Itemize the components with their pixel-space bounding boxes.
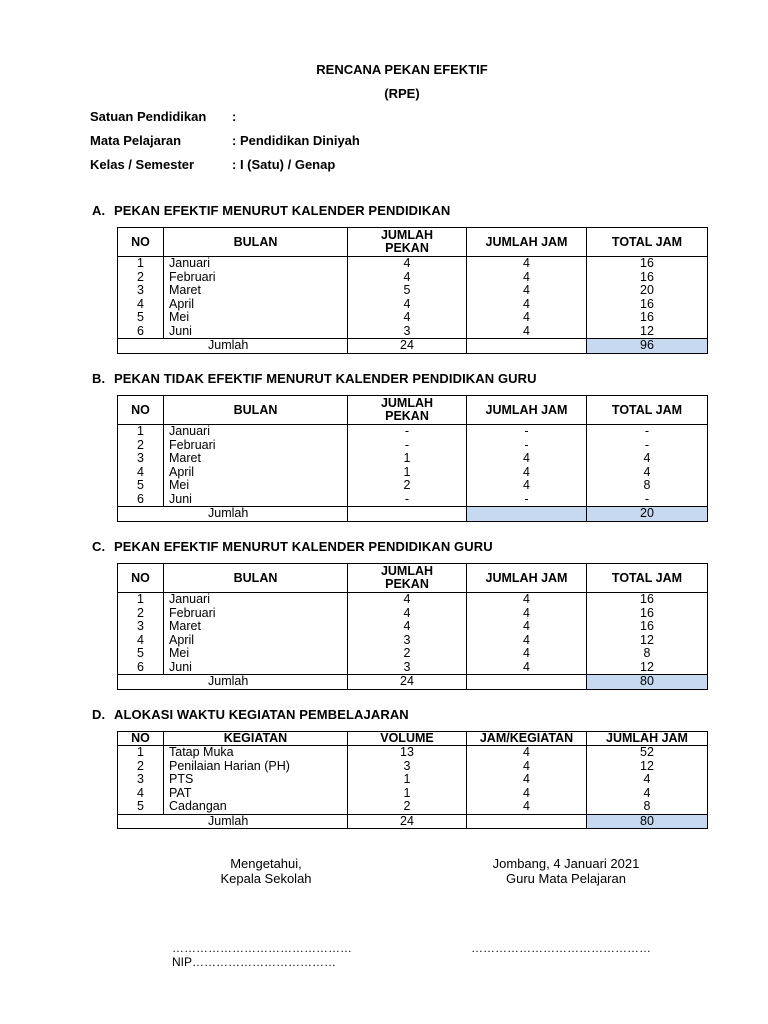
total-label: Jumlah [118, 339, 348, 354]
table-cell: 2 [118, 439, 164, 453]
table-cell: 4 [467, 773, 587, 787]
table-cell: 20 [587, 284, 708, 298]
table-cell: 52 [587, 746, 708, 760]
table-row [118, 773, 708, 787]
table-cell: 4 [467, 311, 587, 325]
table-cell: Juni [164, 325, 348, 339]
table-cell: Februari [164, 439, 348, 453]
table-cell: 16 [587, 593, 708, 607]
meta-row-kelas [90, 157, 335, 172]
column-header: TOTAL JAM [587, 228, 708, 257]
table-cell: 12 [587, 661, 708, 675]
table-row [118, 746, 708, 760]
column-header: NO [118, 732, 164, 746]
signature-right [476, 856, 656, 886]
table-cell: 2 [118, 760, 164, 774]
column-header: NO [118, 564, 164, 593]
section-letter: D. [92, 707, 106, 722]
table-cell: 4 [348, 620, 467, 634]
table-cell: 8 [587, 479, 708, 493]
section-heading [92, 371, 537, 386]
table-row [118, 787, 708, 801]
table-cell: 4 [118, 634, 164, 648]
table-cell: 4 [348, 271, 467, 285]
document-subtitle: (RPE) [384, 86, 420, 101]
total-cell: 24 [348, 339, 467, 354]
signature-right-line1: Jombang, 4 Januari 2021 [492, 856, 640, 871]
column-header: JUMLAH PEKAN [348, 396, 467, 425]
table-cell: Januari [164, 593, 348, 607]
table-cell: 16 [587, 311, 708, 325]
table-row [118, 298, 708, 312]
column-header: JUMLAH PEKAN [348, 564, 467, 593]
section-heading [92, 203, 450, 218]
table-cell: 8 [587, 800, 708, 814]
table-cell: - [467, 439, 587, 453]
table-cell: 2 [348, 479, 467, 493]
column-header: NO [118, 228, 164, 257]
table-cell: 4 [467, 271, 587, 285]
table-cell: 2 [348, 647, 467, 661]
table-cell: 4 [467, 284, 587, 298]
table-cell: 4 [467, 325, 587, 339]
table-cell: 4 [587, 787, 708, 801]
signature-right-dots: ……………………………………… [471, 941, 651, 955]
data-table [117, 227, 708, 354]
data-table [117, 731, 708, 829]
total-cell: 80 [587, 675, 708, 690]
table-cell: 4 [467, 298, 587, 312]
table-cell: 5 [118, 647, 164, 661]
table-cell: 4 [467, 647, 587, 661]
column-header: JUMLAH JAM [587, 732, 708, 746]
table-header-row [118, 396, 708, 425]
signature-right-line2: Guru Mata Pelajaran [506, 871, 626, 886]
table-cell: 4 [587, 466, 708, 480]
table-cell: 1 [348, 452, 467, 466]
table-cell: 16 [587, 271, 708, 285]
table-cell: Maret [164, 452, 348, 466]
table-cell: Januari [164, 425, 348, 439]
table-row [118, 425, 708, 439]
total-label: Jumlah [118, 814, 348, 829]
section-title: ALOKASI WAKTU KEGIATAN PEMBELAJARAN [114, 707, 409, 722]
meta-value: : [232, 109, 237, 124]
table-cell: 1 [118, 593, 164, 607]
table-row [118, 452, 708, 466]
table-cell: 3 [118, 452, 164, 466]
table-row [118, 593, 708, 607]
table-total-row [118, 339, 708, 354]
table-cell: Mei [164, 311, 348, 325]
section-title: PEKAN TIDAK EFEKTIF MENURUT KALENDER PENDIDIKAN GURU [114, 371, 537, 386]
column-header: TOTAL JAM [587, 396, 708, 425]
table-cell: - [587, 493, 708, 507]
column-header: JUMLAH PEKAN [348, 228, 467, 257]
table-cell: 5 [118, 311, 164, 325]
table-cell: 4 [348, 607, 467, 621]
table-cell: 5 [348, 284, 467, 298]
column-header: JAM/KEGIATAN [467, 732, 587, 746]
table-cell: 3 [348, 760, 467, 774]
table-cell: 4 [467, 479, 587, 493]
table-cell: Juni [164, 661, 348, 675]
table-cell: 1 [348, 787, 467, 801]
table-cell: Maret [164, 620, 348, 634]
table-cell: PTS [164, 773, 348, 787]
table-row [118, 325, 708, 339]
table-row [118, 284, 708, 298]
table-row [118, 647, 708, 661]
table-cell: 2 [348, 800, 467, 814]
table-cell: Penilaian Harian (PH) [164, 760, 348, 774]
table-cell: 3 [348, 325, 467, 339]
table-total-row [118, 814, 708, 829]
meta-label: Kelas / Semester [90, 157, 195, 172]
total-cell: 80 [587, 814, 708, 829]
table-cell: Juni [164, 493, 348, 507]
table-cell: 3 [348, 634, 467, 648]
meta-label: Satuan Pendidikan [90, 109, 207, 124]
total-cell: 24 [348, 814, 467, 829]
table-cell: 16 [587, 257, 708, 271]
table-cell: 12 [587, 760, 708, 774]
table-cell: 16 [587, 298, 708, 312]
signature-nip: NIP……………………………… [172, 955, 337, 969]
table-cell: Mei [164, 479, 348, 493]
table-cell: - [467, 493, 587, 507]
column-header: NO [118, 396, 164, 425]
table-row [118, 800, 708, 814]
signature-left-line1: Mengetahui, [230, 856, 302, 871]
table-cell: 5 [118, 479, 164, 493]
table-cell: 4 [348, 593, 467, 607]
table-cell: 6 [118, 325, 164, 339]
column-header: TOTAL JAM [587, 564, 708, 593]
meta-value: : I (Satu) / Genap [232, 157, 336, 172]
table-row [118, 479, 708, 493]
section-title: PEKAN EFEKTIF MENURUT KALENDER PENDIDIKAN [114, 203, 451, 218]
table-row [118, 493, 708, 507]
table-cell: 6 [118, 493, 164, 507]
table-cell: 4 [467, 760, 587, 774]
table-cell: Mei [164, 647, 348, 661]
table-cell: 16 [587, 620, 708, 634]
meta-row-satuan [90, 109, 236, 124]
table-cell: Februari [164, 607, 348, 621]
total-cell [467, 339, 587, 354]
column-header: BULAN [164, 396, 348, 425]
section-letter: A. [92, 203, 106, 218]
table-cell: Februari [164, 271, 348, 285]
total-cell: 96 [587, 339, 708, 354]
table-header-row [118, 732, 708, 746]
table-cell: Januari [164, 257, 348, 271]
table-cell: 8 [587, 647, 708, 661]
total-cell [467, 814, 587, 829]
table-cell: 4 [467, 746, 587, 760]
table-row [118, 439, 708, 453]
table-cell: - [348, 493, 467, 507]
table-cell: - [348, 425, 467, 439]
table-cell: 4 [467, 634, 587, 648]
table-cell: 4 [118, 787, 164, 801]
table-cell: 2 [118, 271, 164, 285]
table-row [118, 634, 708, 648]
table-row [118, 466, 708, 480]
total-cell: 24 [348, 675, 467, 690]
section-letter: C. [92, 539, 106, 554]
table-cell: - [348, 439, 467, 453]
section-heading [92, 707, 409, 722]
total-label: Jumlah [118, 507, 348, 522]
table-cell: April [164, 634, 348, 648]
meta-label: Mata Pelajaran [90, 133, 182, 148]
table-cell: 4 [348, 311, 467, 325]
table-cell: 3 [348, 661, 467, 675]
table-cell: 13 [348, 746, 467, 760]
table-cell: 4 [467, 661, 587, 675]
table-cell: 12 [587, 634, 708, 648]
table-cell: 4 [467, 607, 587, 621]
signature-left-line2: Kepala Sekolah [220, 871, 312, 886]
document-title: RENCANA PEKAN EFEKTIF [316, 62, 488, 77]
table-cell: 2 [118, 607, 164, 621]
column-header: JUMLAH JAM [467, 228, 587, 257]
table-cell: - [587, 425, 708, 439]
column-header: VOLUME [348, 732, 467, 746]
column-header: BULAN [164, 228, 348, 257]
table-cell: 4 [467, 787, 587, 801]
table-row [118, 607, 708, 621]
signature-left [196, 856, 336, 886]
table-cell: 4 [587, 773, 708, 787]
total-cell: 20 [587, 507, 708, 522]
total-cell [467, 675, 587, 690]
section-heading [92, 539, 493, 554]
column-header: JUMLAH JAM [467, 396, 587, 425]
table-cell: - [587, 439, 708, 453]
table-row [118, 271, 708, 285]
table-cell: - [467, 425, 587, 439]
table-total-row [118, 675, 708, 690]
column-header: JUMLAH JAM [467, 564, 587, 593]
table-cell: 4 [348, 298, 467, 312]
table-row [118, 311, 708, 325]
column-header: BULAN [164, 564, 348, 593]
table-cell: Tatap Muka [164, 746, 348, 760]
total-cell [467, 507, 587, 522]
signature-left-dots: ……………………………………… [172, 941, 352, 955]
table-cell: 16 [587, 607, 708, 621]
data-table [117, 563, 708, 690]
table-row [118, 661, 708, 675]
meta-value: : Pendidikan Diniyah [232, 133, 360, 148]
meta-row-mapel [90, 133, 360, 148]
table-cell: 3 [118, 620, 164, 634]
total-label: Jumlah [118, 675, 348, 690]
table-cell: 1 [118, 257, 164, 271]
table-total-row [118, 507, 708, 522]
total-cell [348, 507, 467, 522]
table-cell: 4 [467, 800, 587, 814]
column-header: KEGIATAN [164, 732, 348, 746]
table-cell: Maret [164, 284, 348, 298]
table-cell: 3 [118, 284, 164, 298]
table-row [118, 620, 708, 634]
table-cell: 1 [348, 466, 467, 480]
table-cell: 5 [118, 800, 164, 814]
table-cell: 4 [467, 620, 587, 634]
table-cell: 4 [467, 593, 587, 607]
table-cell: 12 [587, 325, 708, 339]
table-cell: 4 [467, 452, 587, 466]
table-row [118, 257, 708, 271]
table-row [118, 760, 708, 774]
table-cell: 1 [348, 773, 467, 787]
table-cell: 4 [467, 466, 587, 480]
table-header-row [118, 228, 708, 257]
table-header-row [118, 564, 708, 593]
table-cell: 6 [118, 661, 164, 675]
section-title: PEKAN EFEKTIF MENURUT KALENDER PENDIDIKAN GURU [114, 539, 493, 554]
table-cell: Cadangan [164, 800, 348, 814]
table-cell: 4 [587, 452, 708, 466]
table-cell: 4 [118, 466, 164, 480]
table-cell: 1 [118, 746, 164, 760]
table-cell: 4 [348, 257, 467, 271]
table-cell: April [164, 466, 348, 480]
table-cell: 4 [467, 257, 587, 271]
table-cell: 3 [118, 773, 164, 787]
table-cell: 4 [118, 298, 164, 312]
section-letter: B. [92, 371, 106, 386]
table-cell: 1 [118, 425, 164, 439]
data-table [117, 395, 708, 522]
table-cell: April [164, 298, 348, 312]
table-cell: PAT [164, 787, 348, 801]
